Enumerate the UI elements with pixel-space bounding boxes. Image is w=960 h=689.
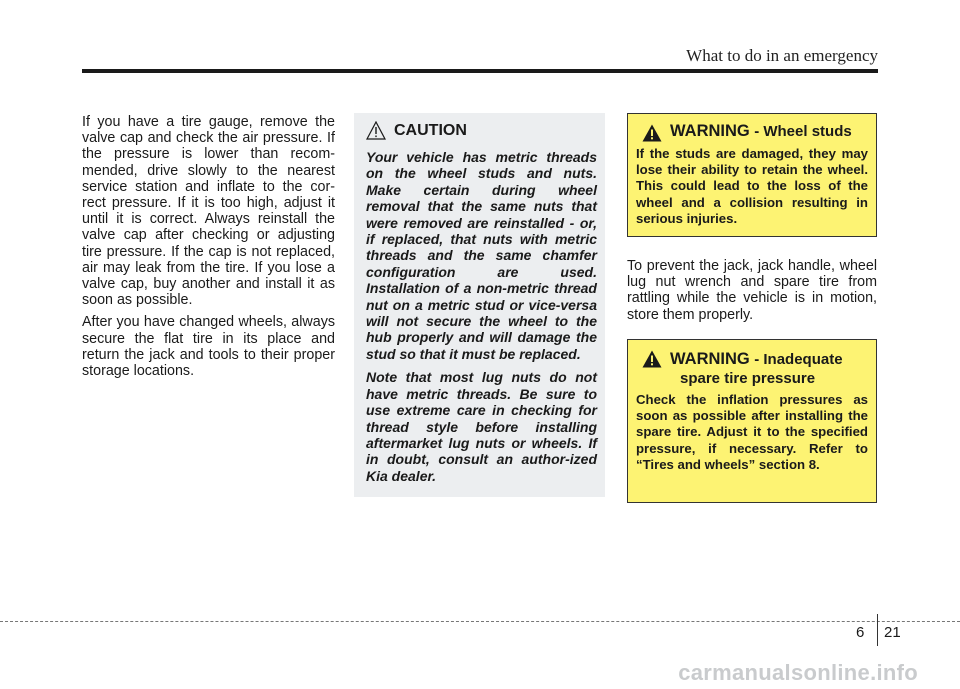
caution-header bbox=[366, 121, 597, 141]
warning-body: If the studs are damaged, they may lose their ability to retain the wheel. This could lead to the loss of the wheel and a collision resulting in serious injuries. bbox=[636, 146, 868, 226]
footer-divider bbox=[877, 614, 878, 646]
caution-body bbox=[366, 149, 597, 484]
caution-paragraph-metric: Your vehicle has metric threads on the wheel studs and nuts. Make certain during wheel removal that the same nuts that were removed are reinstalled - or, if replaced, that nuts with metric threads and the same chamfer configuration are used. Installation of a non-metric thread nut on a metric stud or vice-versa will not secure the wheel to the hub properly and will damage the stud so that it must be replaced. bbox=[366, 149, 597, 362]
caution-box bbox=[354, 113, 605, 497]
chapter-number: 6 bbox=[856, 624, 865, 641]
storage-text: To prevent the jack, jack handle, wheel lug nut wrench and spare tire from rattling while the vehicle is in motion, store them properly. bbox=[627, 258, 877, 323]
footer-rule bbox=[0, 621, 960, 622]
caution-triangle-icon bbox=[366, 121, 386, 141]
caution-paragraph-lug-nuts: Note that most lug nuts do not have metric threads. Be sure to use extreme care in checking for thread style before installing aftermarket lug nuts or wheels. If in doubt, consult an author-ized Kia dealer. bbox=[366, 369, 597, 484]
paragraph-after-changing: After you have changed wheels, always secure the flat tire in its place and return the jack and tools to their proper storage locations. bbox=[82, 314, 335, 380]
warning-header bbox=[636, 122, 868, 142]
left-column-text bbox=[82, 114, 335, 385]
page-number: 21 bbox=[884, 624, 901, 641]
page-section-title: What to do in an emergency bbox=[686, 46, 878, 65]
warning-header bbox=[636, 348, 868, 388]
warning-box-spare-tire bbox=[627, 339, 877, 503]
warning-subtitle-continued: spare tire pressure bbox=[680, 370, 816, 387]
warning-triangle-icon bbox=[642, 350, 662, 368]
warning-subtitle: - Wheel studs bbox=[754, 123, 852, 140]
warning-body: Check the inflation pressures as soon as possible after installing the spare tire. Adjust it to the specified pressure, if necessary. Refer to “Tires and wheels” section 8. bbox=[636, 392, 868, 472]
warning-label: WARNING bbox=[670, 122, 750, 140]
warning-box-wheel-studs bbox=[627, 113, 877, 237]
paragraph-tire-gauge: If you have a tire gauge, remove the valve cap and check the air pressure. If the pressure is lower than recom-mended, drive slowly to the nearest service station and inflate to the cor-rect pressure. If it is too high, adjust it until it is correct. Always reinstall the valve cap after checking or adjusting tire pressure. If the cap is not replaced, air may leak from the tire. If you lose a valve cap, buy another and install it as soon as possible. bbox=[82, 114, 335, 309]
caution-title: CAUTION bbox=[394, 122, 467, 139]
warning-label: WARNING bbox=[670, 350, 750, 368]
warning-subtitle: - Inadequate bbox=[754, 351, 843, 368]
watermark: carmanualsonline.info bbox=[678, 660, 918, 685]
warning-triangle-icon bbox=[642, 124, 662, 142]
header-rule bbox=[82, 69, 878, 73]
